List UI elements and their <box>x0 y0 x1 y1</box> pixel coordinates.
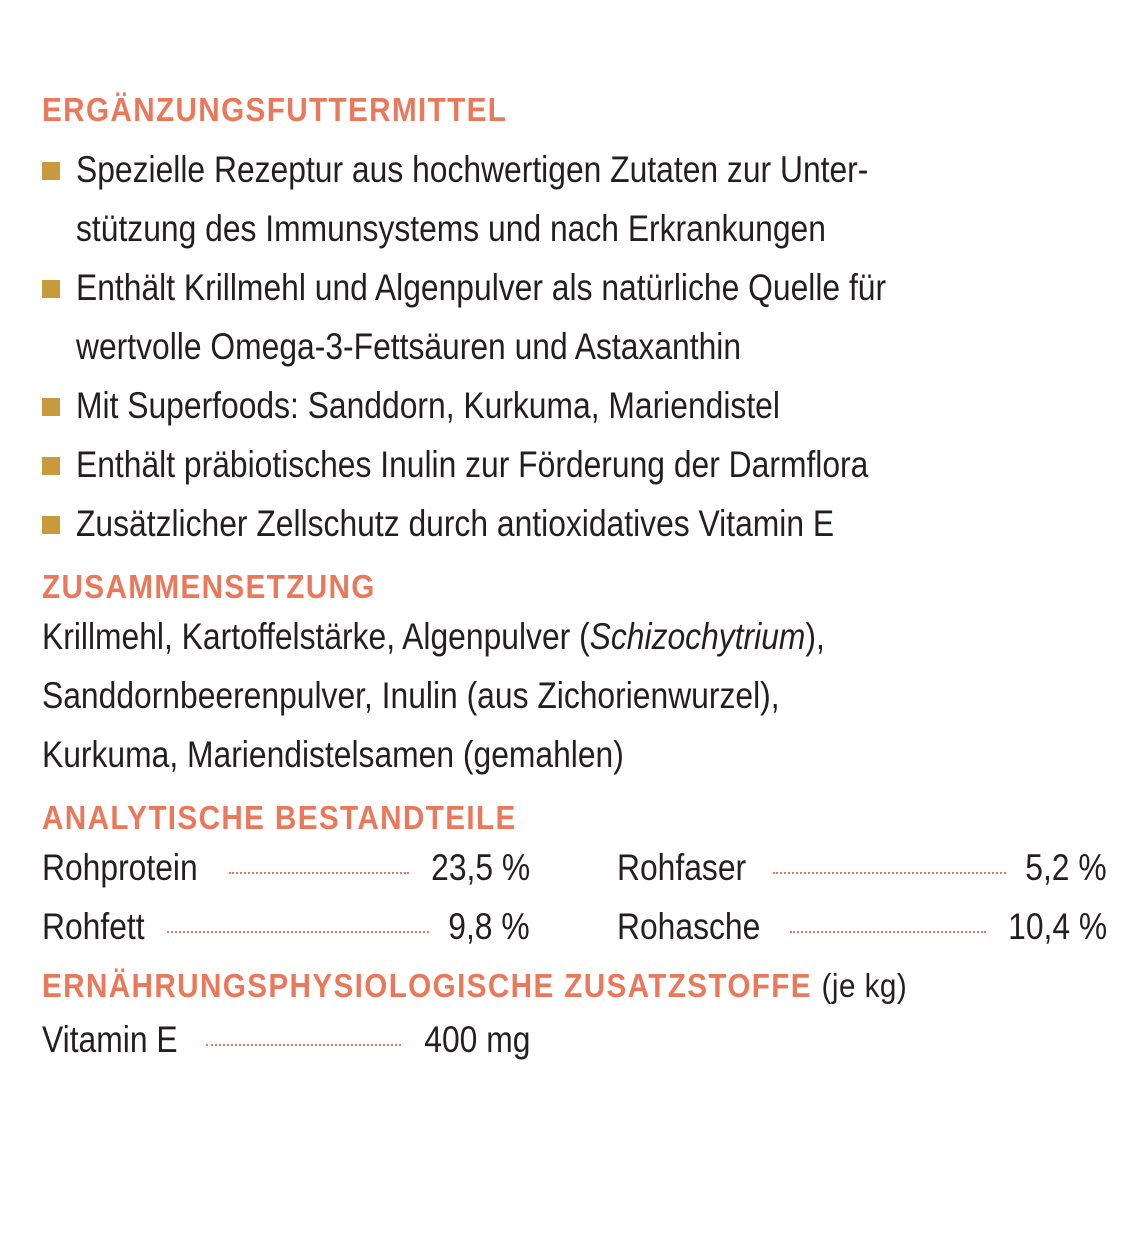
composition-italic-term: Schizochytrium <box>589 616 806 657</box>
composition-heading: ZUSAMMENSETZUNG <box>42 568 376 605</box>
list-item <box>42 435 1107 494</box>
composition-line <box>42 607 958 666</box>
analysis-value: 23,5 % <box>430 847 530 888</box>
composition-line: Kurkuma, Mariendistelsamen (gemahlen) <box>42 734 624 775</box>
square-bullet-icon <box>42 280 60 298</box>
additives-heading <box>42 966 1001 1006</box>
list-item <box>42 376 1107 435</box>
square-bullet-icon <box>42 162 60 180</box>
analysis-label: Rohfaser <box>617 847 747 888</box>
analysis-table <box>42 838 1107 956</box>
analysis-row <box>617 897 1107 956</box>
analysis-row <box>42 838 530 897</box>
dot-leader <box>229 872 409 874</box>
list-item-line: wertvolle Omega-3-Fettsäuren und Astaxanthin <box>76 326 742 367</box>
analysis-value: 10,4 % <box>1007 906 1107 947</box>
additives-title: ERNÄHRUNGSPHYSIOLOGISCHE ZUSATZSTOFFE <box>42 967 812 1004</box>
square-bullet-icon <box>42 516 60 534</box>
list-item-line: Enthält präbiotisches Inulin zur Förderung der Darmflora <box>76 444 869 485</box>
list-item-line: Zusätzlicher Zellschutz durch antioxidatives Vitamin E <box>76 503 835 544</box>
dot-leader <box>790 931 986 933</box>
list-item-line: Mit Superfoods: Sanddorn, Kurkuma, Mariendistel <box>76 385 780 426</box>
composition-line: Sanddornbeerenpulver, Inulin (aus Zichorienwurzel), <box>42 675 780 716</box>
analysis-value: 9,8 % <box>448 906 530 947</box>
dot-leader <box>206 1044 401 1046</box>
supplement-heading: ERGÄNZUNGSFUTTERMITTEL <box>42 91 508 128</box>
analysis-row <box>617 838 1107 897</box>
list-item <box>42 140 1107 258</box>
analysis-label: Rohprotein <box>42 847 198 888</box>
composition-line-post: ), <box>805 616 825 657</box>
additive-label: Vitamin E <box>42 1019 178 1060</box>
analysis-label: Rohasche <box>617 906 761 947</box>
additives-unit: (je kg) <box>821 967 908 1004</box>
composition-text <box>42 607 1107 784</box>
analysis-label: Rohfett <box>42 906 145 947</box>
additive-row <box>42 1010 530 1069</box>
composition-line-pre: Krillmehl, Kartoffelstärke, Algenpulver ( <box>42 616 590 657</box>
list-item <box>42 258 1107 376</box>
square-bullet-icon <box>42 398 60 416</box>
additives-table <box>42 1006 1107 1076</box>
dot-leader <box>773 872 1006 874</box>
product-info-panel <box>42 90 1107 1076</box>
list-item-line: stützung des Immunsystems und nach Erkrankungen <box>76 208 826 249</box>
list-item <box>42 494 1107 553</box>
analysis-heading: ANALYTISCHE BESTANDTEILE <box>42 799 517 836</box>
benefit-list <box>42 140 1107 553</box>
list-item-line: Spezielle Rezeptur aus hochwertigen Zutaten zur Unter- <box>76 149 869 190</box>
list-item-line: Enthält Krillmehl und Algenpulver als natürliche Quelle für <box>76 267 887 308</box>
square-bullet-icon <box>42 457 60 475</box>
dot-leader <box>167 931 429 933</box>
analysis-row <box>42 897 530 956</box>
additive-value: 400 mg <box>423 1019 530 1060</box>
analysis-value: 5,2 % <box>1025 847 1107 888</box>
